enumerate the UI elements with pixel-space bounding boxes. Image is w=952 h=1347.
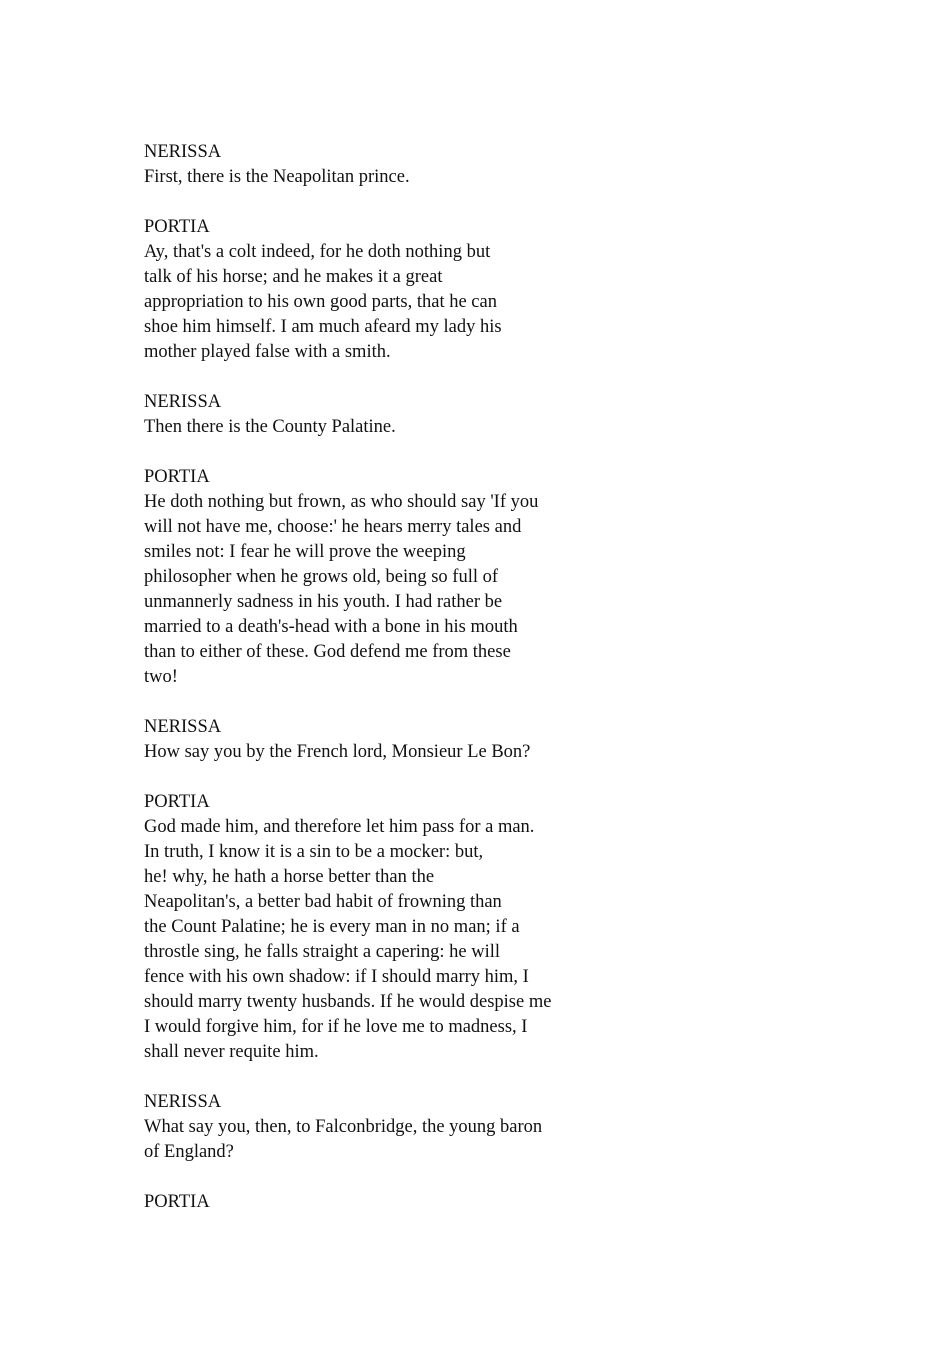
speaker-name: NERISSA xyxy=(144,1092,222,1112)
speech-line: throstle sing, he falls straight a capering: he will xyxy=(144,942,501,962)
speech-line: philosopher when he grows old, being so full of xyxy=(144,567,499,587)
speech-line: God made him, and therefore let him pass for a man. xyxy=(144,817,535,837)
speech-line: fence with his own shadow: if I should marry him, I xyxy=(144,967,529,987)
speaker-name: PORTIA xyxy=(144,217,210,237)
speech-line: In truth, I know it is a sin to be a mocker: but, xyxy=(144,842,484,862)
speech-line: I would forgive him, for if he love me to madness, I xyxy=(144,1017,528,1037)
speech-block xyxy=(144,1090,844,1165)
speech-line: talk of his horse; and he makes it a great xyxy=(144,267,443,287)
speech-line: shall never requite him. xyxy=(144,1042,319,1062)
speaker-name: NERISSA xyxy=(144,717,222,737)
speech-line: How say you by the French lord, Monsieur Le Bon? xyxy=(144,742,531,762)
speech-line: than to either of these. God defend me from these xyxy=(144,642,511,662)
speaker-name: PORTIA xyxy=(144,467,210,487)
speaker-name: PORTIA xyxy=(144,1192,210,1212)
speech-line: He doth nothing but frown, as who should say 'If you xyxy=(144,492,539,512)
speech-line: Neapolitan's, a better bad habit of frowning than xyxy=(144,892,502,912)
speech-line: Ay, that's a colt indeed, for he doth nothing but xyxy=(144,242,491,262)
speech-line: should marry twenty husbands. If he would despise me xyxy=(144,992,552,1012)
speech-line: will not have me, choose:' he hears merry tales and xyxy=(144,517,522,537)
speech-line: First, there is the Neapolitan prince. xyxy=(144,167,410,187)
speech-line: married to a death's-head with a bone in his mouth xyxy=(144,617,518,637)
speech-line: appropriation to his own good parts, that he can xyxy=(144,292,497,312)
speech-block xyxy=(144,1190,844,1215)
speech-line: of England? xyxy=(144,1142,234,1162)
speech-block xyxy=(144,215,844,365)
speech-line: Then there is the County Palatine. xyxy=(144,417,396,437)
speech-block xyxy=(144,715,844,765)
speech-line: What say you, then, to Falconbridge, the young baron xyxy=(144,1117,543,1137)
speech-block xyxy=(144,790,844,1065)
speech-line: unmannerly sadness in his youth. I had rather be xyxy=(144,592,503,612)
speech-line: smiles not: I fear he will prove the weeping xyxy=(144,542,466,562)
speaker-name: NERISSA xyxy=(144,392,222,412)
speech-line: two! xyxy=(144,667,178,687)
speech-line: shoe him himself. I am much afeard my lady his xyxy=(144,317,502,337)
speech-block xyxy=(144,140,844,190)
document-page xyxy=(144,140,844,1240)
speech-block xyxy=(144,465,844,690)
speaker-name: NERISSA xyxy=(144,142,222,162)
speech-block xyxy=(144,390,844,440)
speech-line: the Count Palatine; he is every man in no man; if a xyxy=(144,917,520,937)
speech-line: mother played false with a smith. xyxy=(144,342,391,362)
speech-line: he! why, he hath a horse better than the xyxy=(144,867,435,887)
speaker-name: PORTIA xyxy=(144,792,210,812)
